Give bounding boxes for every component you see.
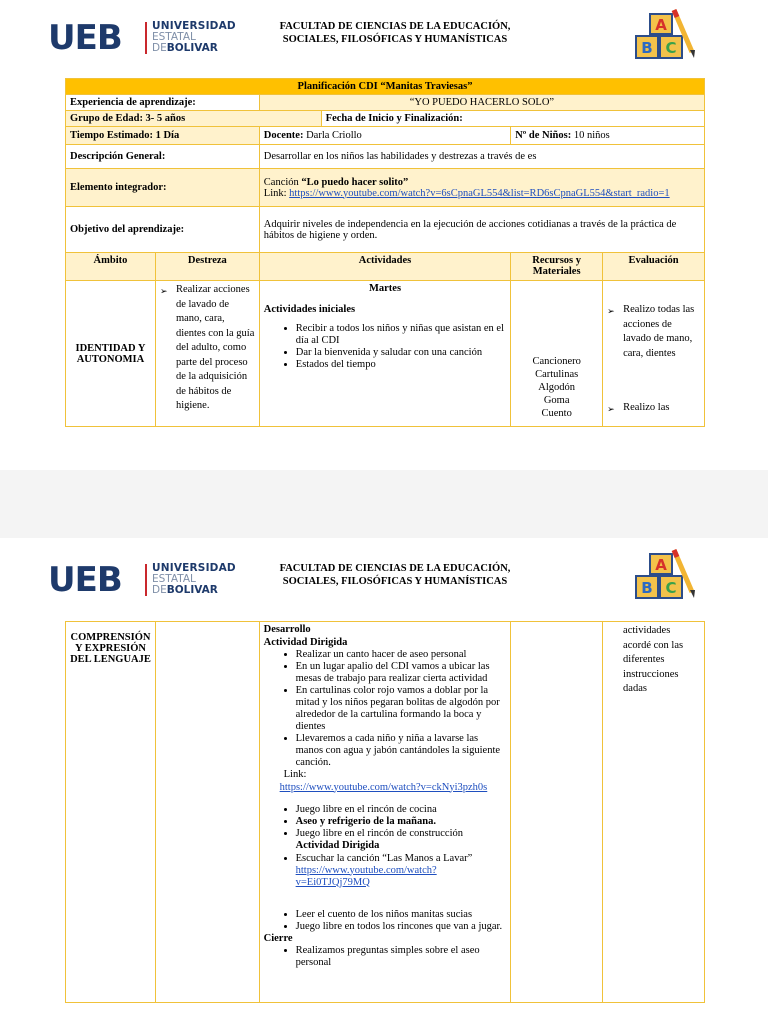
row2-destreza (155, 622, 259, 1003)
integrator-link[interactable]: https://www.youtube.com/watch?v=6sCpnaGL554&list=RD6sCpnaGL554&start_radio=1 (289, 187, 670, 199)
col-recursos: Recursos y Materiales (511, 253, 603, 281)
song-link-2-cont[interactable]: v=Ei0TJQj79MQ (295, 876, 370, 888)
page-header (0, 538, 768, 613)
row1-ambito: IDENTIDAD Y AUTONOMIA (66, 281, 156, 427)
logo-line-2: ESTATAL (152, 31, 196, 43)
resource-item: Algodón (538, 382, 576, 393)
development-title: Desarrollo (263, 624, 311, 635)
list-item: • En cartulinas color rojo vamos a doblar por la mitad y los niños pegaran bolitas de algodón por alrededor de la cartulina formando la boca y dientes (296, 685, 507, 733)
directed-activity-title: Actividad Dirigida (263, 636, 348, 648)
page-header (0, 0, 768, 75)
row1-destreza (155, 281, 259, 427)
list-item: • Dar la bienvenida y saludar con una canción (296, 347, 506, 359)
col-evaluacion: Evaluación (603, 253, 705, 281)
list-item: • Realizar un canto hacer de aseo personal (296, 649, 507, 661)
age-group: Grupo de Edad: 3- 5 años (66, 111, 322, 127)
list-item: • Llevaremos a cada niño y niña a lavarse las manos con agua y jabón cantándoles la siguiente canción. (296, 733, 507, 769)
svg-text:B: B (641, 39, 653, 57)
plan-table-continued (65, 621, 705, 1003)
logo-divider (145, 564, 147, 596)
row2-actividades (259, 622, 511, 1003)
resource-item: Cuento (541, 408, 572, 419)
row2-recursos (511, 622, 603, 1003)
evaluation-item: ➢ Realizo todas las acciones de lavado de mano, cara, dientes (607, 303, 700, 361)
university-logo (48, 18, 236, 58)
logo-line-3: DEBOLIVAR (152, 584, 218, 596)
estimated-time: Tiempo Estimado: 1 Día (66, 127, 260, 145)
teacher: Docente: Darla Criollo (259, 127, 510, 145)
row1-actividades (259, 281, 510, 427)
abc-blocks-icon (628, 8, 698, 70)
list-item: • Escuchar la canción “Las Manos a Lavar” https://www.youtube.com/watch? v=Ei0TJQj79MQ (296, 853, 507, 889)
logo-letters: UEB (48, 560, 122, 600)
logo-line-3: DEBOLIVAR (152, 42, 218, 54)
logo-letters: UEB (48, 18, 122, 58)
initial-activities-title: Actividades iniciales (263, 304, 356, 315)
logo-line-2: ESTATAL (152, 573, 196, 585)
logo-line-1: UNIVERSIDAD (152, 20, 236, 32)
list-item: • En un lugar apalio del CDI vamos a ubicar las mesas de trabajo para realizar cierta actividad (296, 661, 507, 685)
logo-text (152, 563, 236, 596)
song-link-1[interactable]: https://www.youtube.com/watch?v=ckNyi3pzh0s (279, 781, 488, 793)
resource-item: Cartulinas (535, 369, 579, 380)
link-label: Link: (283, 769, 307, 780)
list-item: • Aseo y refrigerio de la mañana. (296, 816, 507, 828)
abc-blocks-icon (628, 548, 698, 610)
directed-activity-title-2: Actividad Dirigida (295, 840, 380, 851)
logo-text (152, 21, 236, 54)
list-item: • Realizamos preguntas simples sobre el aseo personal (296, 945, 507, 969)
col-ambito: Ámbito (66, 253, 156, 281)
kids-count: Nº de Niños: 10 niños (511, 127, 705, 145)
description-value: Desarrollar en los niños las habilidades y destrezas a través de es (259, 145, 704, 169)
evaluation-item: ➢ Realizo las (607, 401, 700, 416)
svg-text:B: B (641, 579, 653, 597)
faculty-title: FACULTAD DE CIENCIAS DE LA EDUCACIÓN, SOCIALES, FILOSÓFICAS Y HUMANÍSTICAS (279, 21, 511, 45)
day-label: Martes (368, 283, 402, 294)
objective-label: Objetivo del aprendizaje: (66, 207, 260, 253)
list-item: • Leer el cuento de los niños manitas sucias (296, 909, 507, 921)
university-logo (48, 560, 236, 600)
svg-text:A: A (655, 556, 667, 574)
destreza-item: ➢ Realizar acciones de lavado de mano, cara, dientes con la guía del adulto, como parte del proceso de la adquisición de hábitos de higiene. (160, 283, 255, 414)
row2-evaluacion: actividades acordé con las diferentes instrucciones dadas (603, 622, 705, 1003)
list-item: • Juego libre en el rincón de cocina (296, 804, 507, 816)
logo-divider (145, 22, 147, 54)
page-1 (0, 0, 768, 470)
experience-label: Experiencia de aprendizaje: (66, 95, 260, 111)
plan-table (65, 78, 705, 427)
integrator-label: Elemento integrador: (66, 169, 260, 207)
svg-text:A: A (655, 16, 667, 34)
list-item: • Juego libre en el rincón de construcción (296, 828, 507, 840)
row2-ambito: COMPRENSIÓN Y EXPRESIÓN DEL LENGUAJE (66, 622, 156, 1003)
page-2 (0, 538, 768, 1024)
row1-evaluacion (603, 281, 705, 427)
col-destreza: Destreza (155, 253, 259, 281)
objective-value: Adquirir niveles de independencia en la ejecución de acciones cotidianas a través de la práctica de hábitos de higiene y orden. (259, 207, 704, 253)
svg-text:C: C (665, 39, 677, 57)
start-end-date: Fecha de Inicio y Finalización: (321, 111, 704, 127)
plan-title: Planificación CDI “Manitas Traviesas” (66, 79, 705, 95)
list-item: • Estados del tiempo (296, 359, 506, 371)
row1-recursos (511, 281, 603, 427)
experience-value: “YO PUEDO HACERLO SOLO” (259, 95, 704, 111)
list-item: • Juego libre en todos los rincones que van a jugar. (296, 921, 507, 933)
description-label: Descripción General: (66, 145, 260, 169)
closing-title: Cierre (263, 932, 293, 944)
resource-item: Cancionero (532, 356, 581, 367)
logo-line-1: UNIVERSIDAD (152, 562, 236, 574)
song-link-2[interactable]: https://www.youtube.com/watch? (295, 864, 437, 876)
integrator-value: Canción “Lo puedo hacer solito” Link: https://www.youtube.com/watch?v=6sCpnaGL554&list=RD6sCpnaGL554&start_radio=1 (259, 169, 704, 207)
col-actividades: Actividades (259, 253, 510, 281)
faculty-title: FACULTAD DE CIENCIAS DE LA EDUCACIÓN, SOCIALES, FILOSÓFICAS Y HUMANÍSTICAS (279, 563, 511, 587)
svg-text:C: C (665, 579, 677, 597)
resource-item: Goma (543, 395, 570, 406)
list-item: • Recibir a todos los niños y niñas que asistan en el día al CDI (296, 323, 506, 347)
